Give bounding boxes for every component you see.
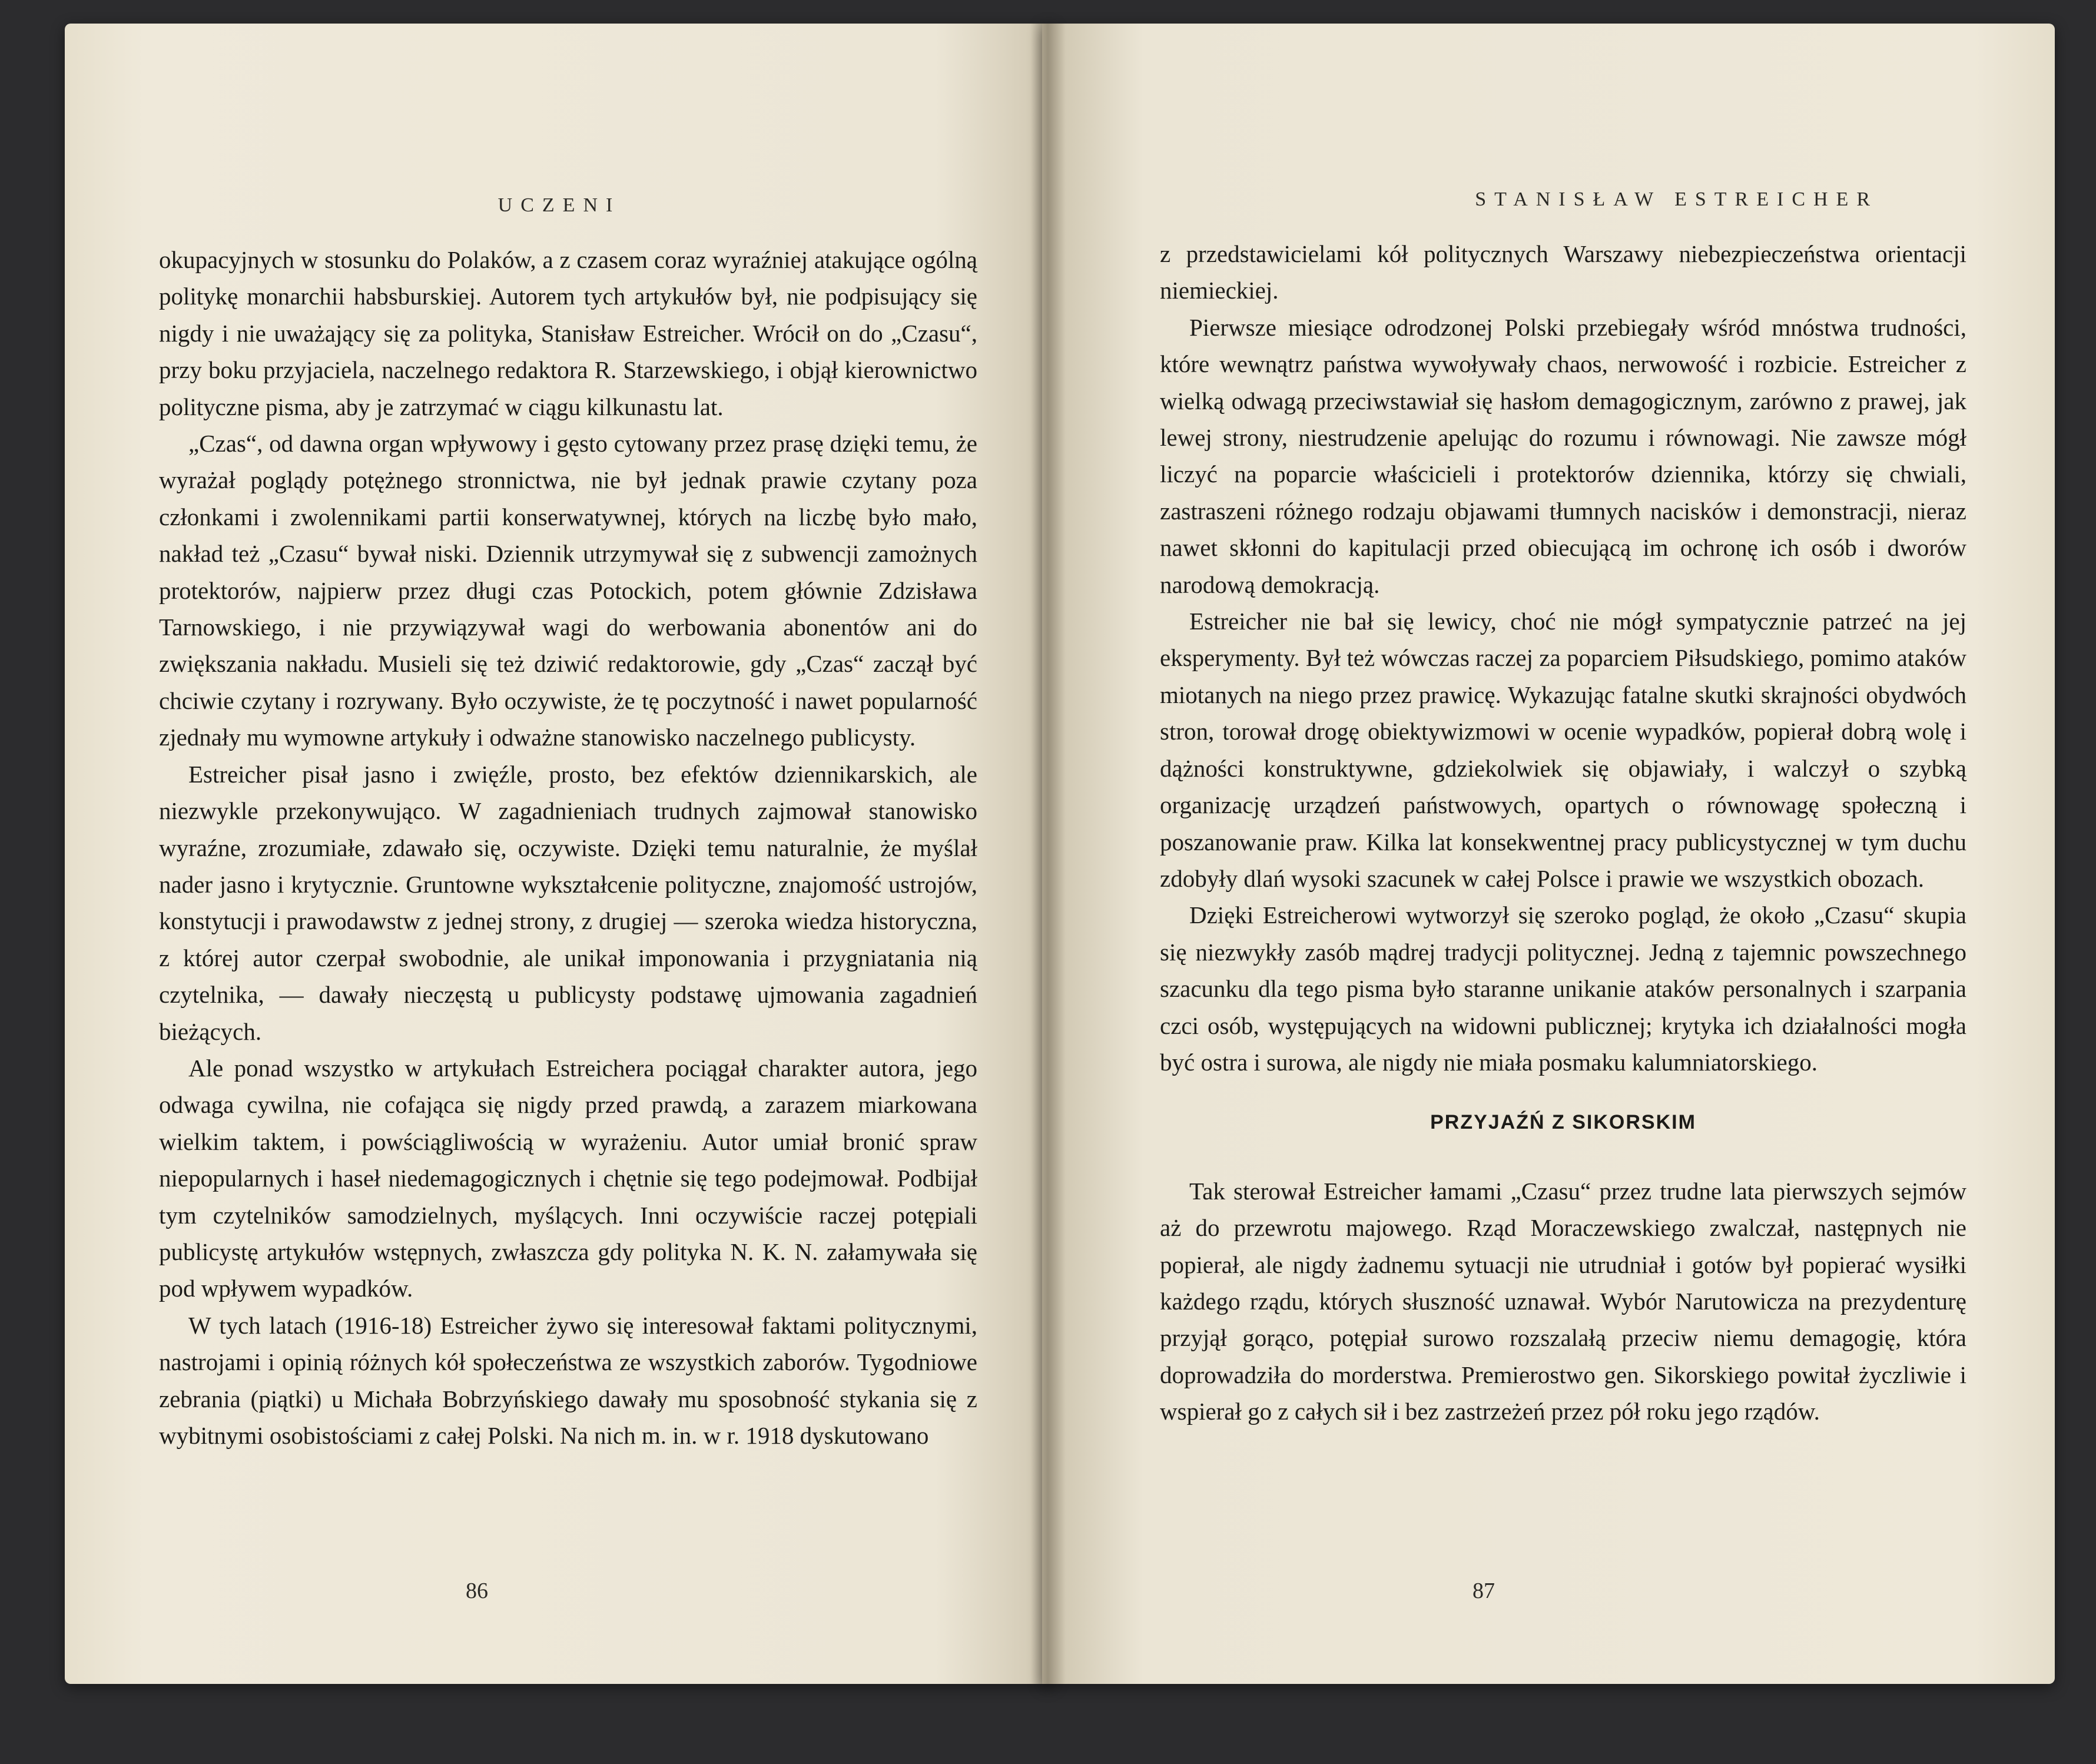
left-page-body [159, 241, 977, 1454]
paragraph: Tak sterował Estreicher łamami „Czasu“ przez trudne lata pierwszych sejmów aż do przewrotu majowego. Rząd Moraczewskiego zwalczał, następnych nie popierał, ale nigdy żadnemu sytuacji nie utrudniał i gotów był popierać wysiłki każdego rządu, których słuszność uznawał. Wybór Narutowicza na prezydenturę przyjął gorąco, potępiał surowo rozszalałą przeciw niemu demagogię, która doprowadziła do morderstwa. Premierostwo gen. Sikorskiego powitał życzliwie i wspierał go z całych sił i bez zastrzeżeń przez pół roku jego rządów. [1160, 1177, 1966, 1425]
paragraph: W tych latach (1916-18) Estreicher żywo się interesował faktami politycznymi, nastrojami i opinią różnych kół społeczeństwa ze wszystkich zaborów. Tygodniowe zebrania (piątki) u Michała Bobrzyńskiego dawały mu sposobność stykania się z wybitnymi osobistościami z całej Polski. Na nich m. in. w r. 1918 dyskutowano [159, 1311, 977, 1449]
section-heading: PRZYJAŹŃ Z SIKORSKIM [1430, 1111, 1696, 1134]
paragraph: Ale ponad wszystko w artykułach Estreichera pociągał charakter autora, jego odwaga cywilna, nie cofająca się nigdy przed prawdą, a zarazem miarkowana wielkim taktem, i powściągliwością w wyrażeniu. Autor umiał bronić spraw niepopularnych i haseł niedemagogicznych i chętnie się tego podejmował. Podbijał tym czytelników samodzielnych, myślących. Inni oczywiście raczej potępiali publicystę artykułów wstępnych, zwłaszcza gdy polityka N. K. N. załamywała się pod wpływem wypadków. [159, 1054, 977, 1302]
book-gutter [1030, 24, 1066, 1684]
paragraph: Dzięki Estreicherowi wytworzył się szeroko pogląd, że około „Czasu“ skupia się niezwykły zasób mądrej tradycji politycznej. Jedną z tajemnic powszechnego szacunku dla tego pisma było staranne unikanie ataków personalnych i szarpania czci osób, występujących na widowni publicznej; krytyka ich działalności mogła być ostra i surowa, ale nigdy nie miała posmaku kalumniatorskiego. [1160, 901, 1966, 1076]
paragraph: okupacyjnych w stosunku do Polaków, a z czasem coraz wyraźniej atakujące ogólną politykę monarchii habsburskiej. Autorem tych artykułów był, nie podpisujący się nigdy i nie uważający się za polityka, Stanisław Estreicher. Wrócił on do „Czasu“, przy boku przyjaciela, naczelnego redaktora R. Starzewskiego, i objął kierownictwo polityczne pisma, aby je zatrzymać w ciągu kilkunastu lat. [159, 246, 977, 420]
right-page [1042, 24, 2055, 1684]
page-number-left: 86 [466, 1579, 488, 1603]
paragraph: Pierwsze miesiące odrodzonej Polski przebiegały wśród mnóstwa trudności, które wewnątrz państwa wywoływały chaos, nerwowość i rozbicie. Estreicher z wielką odwagą przeciwstawiał się hasłom demagogicznym, zarówno z prawej, jak lewej strony, niestrudzenie apelując do rozumu i równowagi. Nie zawsze mógł liczyć na poparcie właścicieli i protektorów dziennika, którzy się chwiali, zastraszeni różnego rodzaju objawami tłumnych nacisków i demonstracji, nieraz nawet skłonni do kapitulacji przed obiecującą im ochronę ich osób i dworów narodową demokracją. [1160, 313, 1966, 598]
book-spread [65, 24, 2055, 1684]
paragraph: „Czas“, od dawna organ wpływowy i gęsto cytowany przez prasę dzięki temu, że wyrażał poglądy potężnego stronnictwa, nie był jednak prawie czytany poza członkami i zwolennikami partii konserwatywnej, których na liczbę było mało, nakład też „Czasu“ bywał niski. Dziennik utrzymywał się z subwencji zamożnych protektorów, najpierw przez długi czas Potockich, potem głównie Zdzisława Tarnowskiego, i nie przywiązywał wagi do werbowania abonentów ani do zwiększania nakładu. Musieli się też dziwić redaktorowie, gdy „Czas“ zaczął być chciwie czytany i rozrywany. Było oczywiste, że tę poczytność i nawet popularność zjednały mu wymowne artykuły i odważne stanowisko naczelnego publicysty. [159, 430, 977, 751]
left-page [65, 24, 1054, 1684]
right-page-body [1160, 236, 1966, 1430]
paragraph: Estreicher pisał jasno i zwięźle, prosto, bez efektów dziennikarskich, ale niezwykle przekonywująco. W zagadnieniach trudnych zajmował stanowisko wyraźne, zrozumiałe, zdawało się, oczywiste. Dzięki temu naturalnie, że myślał nader jasno i krytycznie. Gruntowne wykształcenie polityczne, znajomość ustrojów, konstytucji i prawodawstw z jednej strony, z drugiej — szeroka wiedza historyczna, z której autor czerpał swobodnie, ale unikał imponowania i przygniatania nią czytelnika, — dawały nieczęstą u publicysty podstawę ujmowania zagadnień bieżących. [159, 760, 977, 1045]
paragraph: Estreicher nie bał się lewicy, choć nie mógł sympatycznie patrzeć na jej eksperymenty. Był też wówczas raczej za poparciem Piłsudskiego, pomimo ataków miotanych na niego przez prawicę. Wykazując fatalne skutki skrajności obydwóch stron, torował drogę obiektywizmowi w ocenie wypadków, popierał dobrą wolę i dążności konstruktywne, gdziekolwiek się objawiały, i walczył o szybką organizację urządzeń państwowych, opartych o równowagę społeczną i poszanowanie praw. Kilka lat konsekwentnej pracy publicystycznej w tym duchu zdobyły dlań wysoki szacunek w całej Polsce i prawie we wszystkich obozach. [1160, 608, 1966, 892]
paragraph: z przedstawicielami kół politycznych Warszawy niebezpieczeństwa orientacji niemieckiej. [1160, 240, 1966, 304]
running-head-right: STANISŁAW ESTREICHER [1475, 188, 1878, 210]
running-head-left: UCZENI [498, 194, 621, 216]
page-number-right: 87 [1472, 1579, 1495, 1603]
